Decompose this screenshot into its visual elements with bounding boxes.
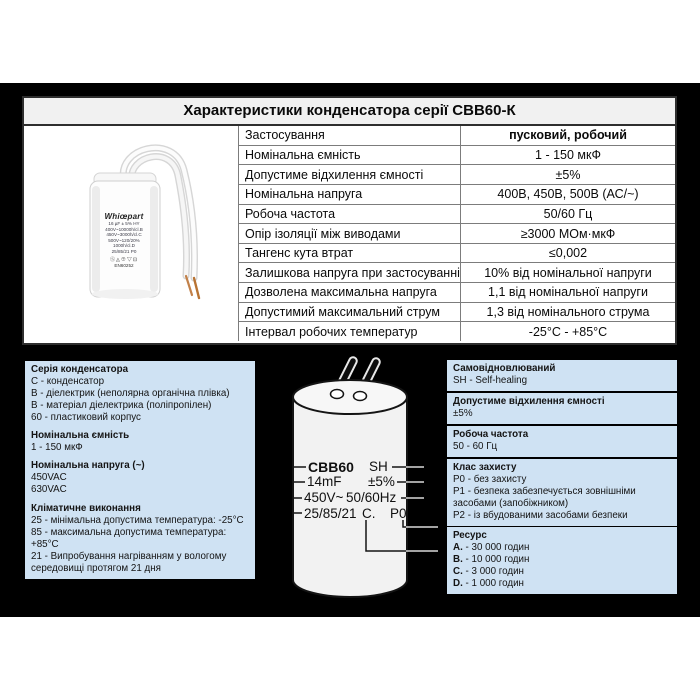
photo-spec-line: 25/85/21 P0 bbox=[111, 248, 137, 254]
row-label: Номінальна ємність bbox=[239, 146, 461, 165]
resource-hours: - 30 000 годин bbox=[462, 542, 530, 553]
resource-hours: - 3 000 годин bbox=[462, 566, 524, 577]
row-value: 1,1 від номінальної напруги bbox=[488, 285, 648, 300]
panel-title: Клас захисту bbox=[453, 462, 517, 473]
panel-title: Кліматичне виконання bbox=[31, 503, 141, 514]
diagram-series-label: CBB60 bbox=[308, 459, 354, 475]
resource-class: A. bbox=[453, 542, 463, 553]
photo-spec-line: 500V~120/20% bbox=[108, 237, 140, 243]
panel-line: 450VAC bbox=[31, 472, 67, 483]
panel-line bbox=[453, 578, 671, 590]
panel-line: 1 - 150 мкФ bbox=[31, 442, 83, 453]
panel-tolerance bbox=[447, 393, 677, 424]
table-row bbox=[239, 263, 675, 283]
panel-line: B - діелектрик (неполярна органічна плівка) bbox=[31, 388, 230, 399]
panel-title: Серія конденсатора bbox=[31, 364, 129, 375]
row-label: Застосування bbox=[239, 126, 461, 145]
photo-spec-line: 400V~10000h/cl.B bbox=[105, 226, 143, 232]
row-value: 10% від номінальної напруги bbox=[484, 265, 652, 280]
photo-spec-line: 16 µF ± 5% HY bbox=[108, 221, 140, 226]
resource-class: B. bbox=[453, 554, 463, 565]
photo-label-block bbox=[88, 212, 160, 268]
table-row bbox=[239, 126, 675, 146]
table-row bbox=[239, 322, 675, 341]
spec-document bbox=[22, 96, 677, 345]
row-value: 400В, 450В, 500В (АС/~) bbox=[497, 187, 639, 202]
resource-hours: - 1 000 годин bbox=[462, 578, 524, 589]
row-value: 50/60 Гц bbox=[543, 206, 593, 221]
panel-line: P0 - без захисту bbox=[453, 474, 527, 485]
diagram-climate-label: 25/85/21 bbox=[304, 506, 357, 521]
table-row bbox=[239, 244, 675, 264]
panel-line: C - конденсатор bbox=[31, 376, 105, 387]
row-label: Опір ізоляції між виводами bbox=[239, 224, 461, 243]
panel-self-healing bbox=[447, 360, 677, 391]
diagram-resource-label: C. bbox=[362, 506, 376, 521]
diagram-voltage-label: 450V~ bbox=[304, 490, 344, 505]
row-label: Дозволена максимальна напруга bbox=[239, 283, 461, 302]
panel-line: P1 - безпека забезпечується зовнішніми засобами (запобіжником) bbox=[453, 486, 636, 509]
row-value: 1 - 150 мкФ bbox=[535, 147, 601, 162]
row-value: ≤0,002 bbox=[548, 246, 588, 261]
row-label: Тангенс кута втрат bbox=[239, 244, 461, 263]
diagram-capacitance-label: 14mF bbox=[307, 474, 342, 489]
panel-title: Робоча частота bbox=[453, 429, 529, 440]
panel-title: Номінальна напруга (~) bbox=[31, 460, 145, 471]
terminal-1 bbox=[331, 390, 344, 399]
capacitor-photo bbox=[24, 126, 239, 341]
row-value: ≥3000 МОм·мкФ bbox=[520, 226, 616, 241]
panel-line: 25 - мінімальна допустима температура: -25°С bbox=[31, 515, 244, 526]
panel-protection-class bbox=[447, 459, 677, 526]
panel-climate bbox=[25, 500, 255, 579]
panel-line bbox=[453, 566, 671, 578]
cylinder-top bbox=[293, 380, 407, 414]
body-bottom bbox=[92, 289, 158, 299]
photo-spec-line: 450V~3000h/cl.C bbox=[106, 232, 142, 238]
row-value: 1,3 від номінального струма bbox=[486, 305, 650, 320]
table-row bbox=[239, 224, 675, 244]
table-row bbox=[239, 303, 675, 323]
panel-line: 50 - 60 Гц bbox=[453, 441, 498, 452]
panel-line: 21 - Випробування нагріванням у вологому середовищі протягом 21 дня bbox=[31, 551, 227, 574]
row-label: Допустиме відхилення ємності bbox=[239, 165, 461, 184]
doc-title: Характеристики конденсатора серії CBB60-К bbox=[24, 98, 675, 126]
row-label: Робоча частота bbox=[239, 205, 461, 224]
diagram-frequency-label: 50/60Hz bbox=[346, 490, 397, 505]
resource-hours: - 10 000 годин bbox=[462, 554, 530, 565]
doc-body bbox=[24, 126, 675, 341]
panel-line: ±5% bbox=[453, 408, 473, 419]
panel-resource bbox=[447, 527, 677, 594]
row-value: пусковий, робочий bbox=[509, 128, 627, 143]
terminal-2 bbox=[354, 392, 367, 401]
spec-table bbox=[239, 126, 675, 341]
panel-title: Самовідновлюваний bbox=[453, 363, 556, 374]
row-label: Інтервал робочих температур bbox=[239, 322, 461, 341]
diagram-protection-label: P0 bbox=[390, 506, 407, 521]
row-value: ±5% bbox=[555, 167, 581, 182]
row-label: Допустимий максимальний струм bbox=[239, 303, 461, 322]
diagram-tolerance-label: ±5% bbox=[368, 474, 395, 489]
resource-class: D. bbox=[453, 578, 463, 589]
photo-spec-line: 1000h/cl.D bbox=[113, 243, 135, 249]
panel-line: 630VAC bbox=[31, 484, 67, 495]
resource-class: C. bbox=[453, 566, 463, 577]
panel-voltage bbox=[25, 457, 255, 500]
table-row bbox=[239, 205, 675, 225]
panel-frequency bbox=[447, 426, 677, 457]
row-value: -25°С - +85°С bbox=[528, 324, 608, 339]
panel-line: P2 - із вбудованими засобами безпеки bbox=[453, 510, 628, 521]
panel-title: Допустиме відхилення ємності bbox=[453, 396, 605, 407]
table-row bbox=[239, 283, 675, 303]
panel-title: Ресурс bbox=[453, 530, 487, 541]
panel-line bbox=[453, 542, 671, 554]
row-label: Залишкова напруга при застосуванні bbox=[239, 263, 461, 282]
panel-line: B - матеріал діелектрика (поліпропілен) bbox=[31, 400, 212, 411]
brand-logo: Whiœpart bbox=[104, 212, 144, 221]
panel-series bbox=[25, 361, 255, 428]
table-row bbox=[239, 165, 675, 185]
table-row bbox=[239, 146, 675, 166]
panel-title: Номінальна ємність bbox=[31, 430, 130, 441]
table-row bbox=[239, 185, 675, 205]
panel-line: 60 - пластиковий корпус bbox=[31, 412, 141, 423]
certification-icons: Ⓢ◬⊕▽⊡ bbox=[109, 256, 139, 263]
panel-line: 85 - максимальна допустима температура: +85°С bbox=[31, 527, 227, 550]
diagram-sh-label: SH bbox=[369, 459, 388, 474]
panel-line bbox=[453, 554, 671, 566]
standard-code: EN60252 bbox=[114, 262, 134, 268]
wire-copper-tip-1 bbox=[194, 278, 199, 298]
row-label: Номінальна напруга bbox=[239, 185, 461, 204]
panel-line: SH - Self-healing bbox=[453, 375, 528, 386]
panel-capacitance bbox=[25, 427, 255, 458]
